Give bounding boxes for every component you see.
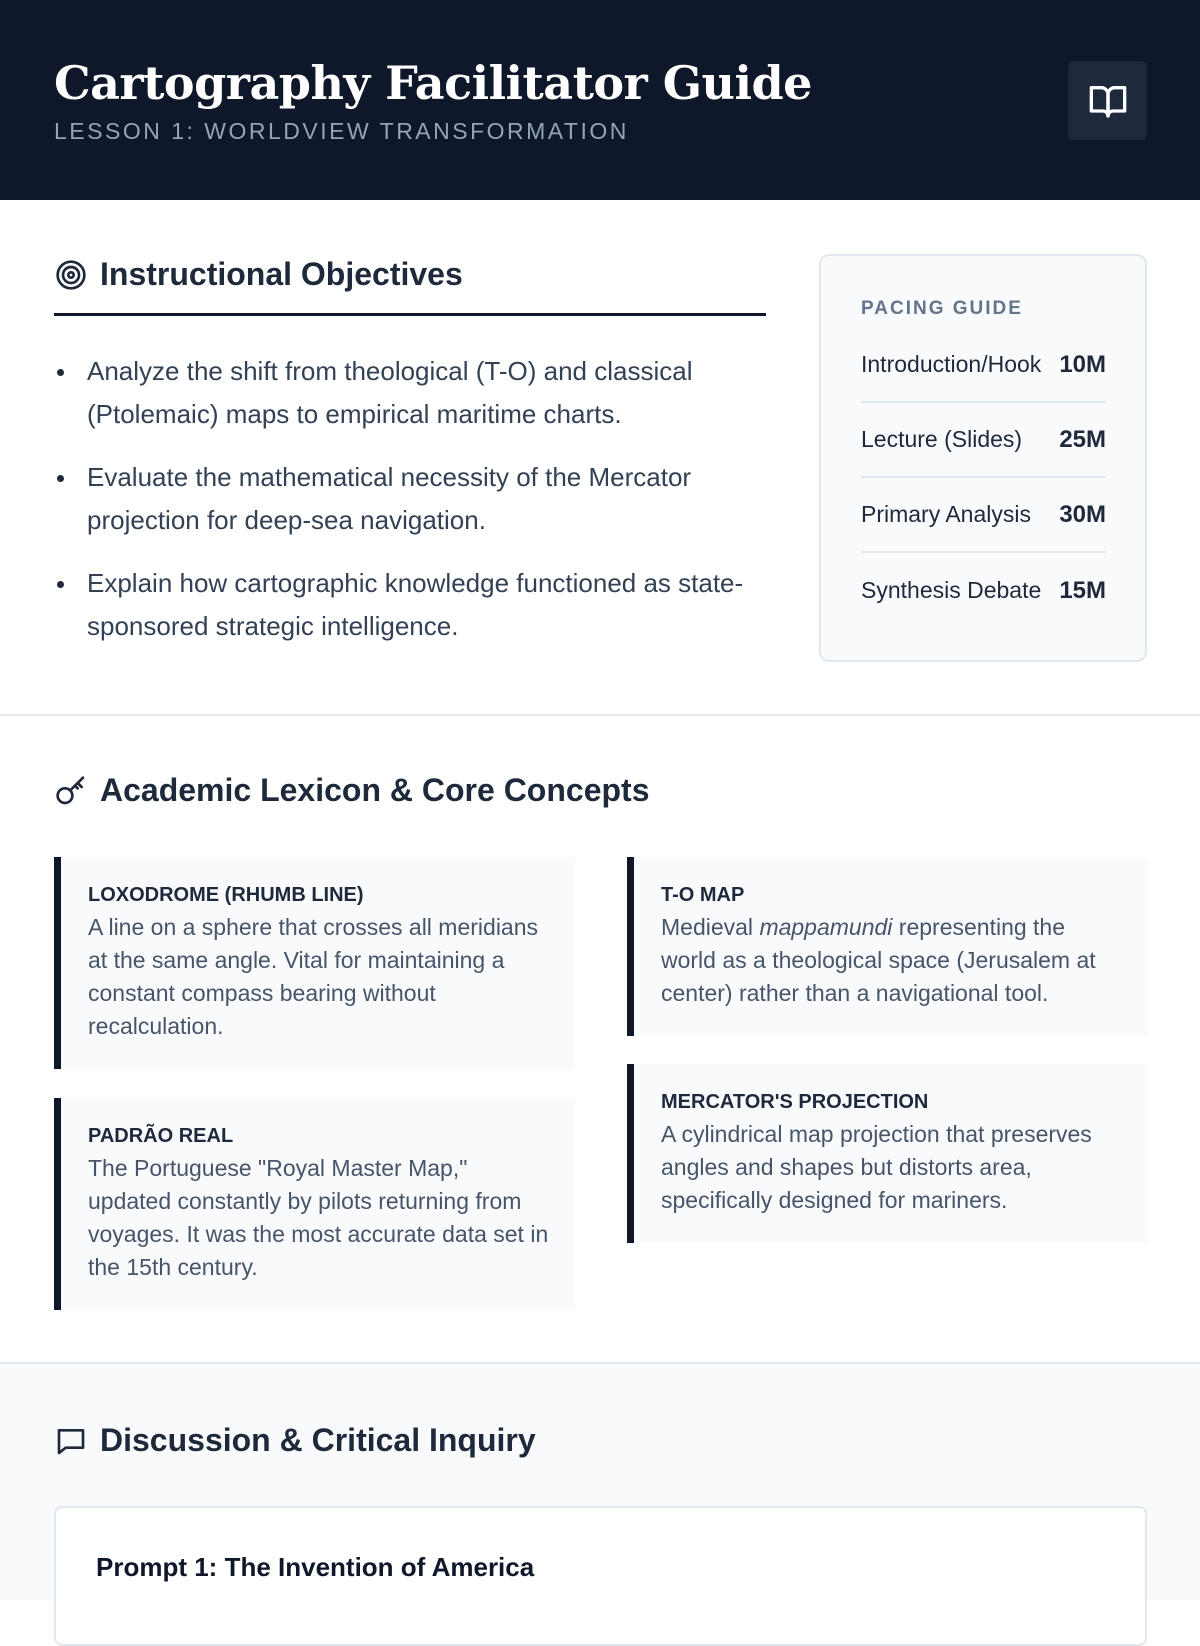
discussion-prompt-card (54, 1506, 1147, 1646)
term-definition: A line on a sphere that crosses all meridians at the same angle. Vital for maintaining a constant compass bearing without recalculation. (88, 914, 539, 1039)
page-header (0, 0, 1200, 200)
lexicon-section (0, 716, 1200, 1364)
lexicon-heading (54, 772, 649, 809)
pacing-row-duration: 10M (1059, 350, 1106, 378)
term-name: PADRÃO REAL (88, 1125, 234, 1147)
speech-bubble-icon (54, 1424, 88, 1458)
lexicon-term-card (54, 1098, 575, 1310)
term-definition: The Portuguese "Royal Master Map," updated constantly by pilots returning from voyages. It was the most accurate data set in the 15th century. (88, 1155, 549, 1280)
guide-book-button[interactable] (1068, 61, 1147, 140)
lexicon-term-card (54, 857, 575, 1069)
objectives-list (54, 350, 766, 668)
discussion-heading (54, 1422, 536, 1459)
pacing-row-label: Lecture (Slides) (861, 426, 1023, 452)
discussion-title: Discussion & Critical Inquiry (100, 1422, 536, 1458)
objectives-title: Instructional Objectives (100, 256, 463, 292)
lexicon-term-card (627, 1064, 1148, 1243)
objectives-section (0, 200, 1200, 716)
pacing-row-duration: 25M (1059, 425, 1106, 453)
objective-item: Evaluate the mathematical necessity of the Mercator projection for deep-sea navigation. (54, 456, 766, 542)
lexicon-term-card (627, 857, 1148, 1036)
term-emphasis: mappamundi (759, 914, 893, 940)
pacing-row (861, 328, 1106, 403)
objective-item: Analyze the shift from theological (T-O) and classical (Ptolemaic) maps to empirical maritime charts. (54, 350, 766, 436)
objective-item: Explain how cartographic knowledge functioned as state-sponsored strategic intelligence. (54, 562, 766, 648)
pacing-row-label: Introduction/Hook (861, 351, 1042, 377)
term-name: LOXODROME (RHUMB LINE) (88, 884, 364, 906)
term-name: T-O MAP (661, 884, 745, 906)
discussion-section (0, 1364, 1200, 1600)
pacing-row (861, 403, 1106, 478)
objectives-heading (54, 256, 463, 293)
prompt-title: Prompt 1: The Invention of America (96, 1552, 535, 1582)
lexicon-title: Academic Lexicon & Core Concepts (100, 772, 650, 808)
target-icon (54, 258, 88, 292)
term-name: MERCATOR'S PROJECTION (661, 1091, 929, 1113)
open-book-icon (1088, 81, 1128, 121)
objectives-divider (54, 313, 766, 316)
term-definition: Medieval mappamundi representing the world as a theological space (Jerusalem at center) rather than a navigational tool. (661, 914, 1096, 1006)
pacing-row-duration: 30M (1059, 500, 1106, 528)
page-title: Cartography Facilitator Guide (54, 56, 812, 110)
pacing-guide-title: PACING GUIDE (861, 298, 1023, 319)
page-subtitle: LESSON 1: WORLDVIEW TRANSFORMATION (54, 118, 629, 144)
pacing-row (861, 478, 1106, 553)
pacing-row-label: Synthesis Debate (861, 577, 1042, 603)
term-definition: A cylindrical map projection that preserves angles and shapes but distorts area, specifically designed for mariners. (661, 1121, 1092, 1213)
pacing-row (861, 553, 1106, 628)
key-icon (54, 774, 88, 808)
pacing-row-label: Primary Analysis (861, 501, 1031, 527)
pacing-row-duration: 15M (1059, 576, 1106, 604)
pacing-guide-card (819, 254, 1147, 662)
